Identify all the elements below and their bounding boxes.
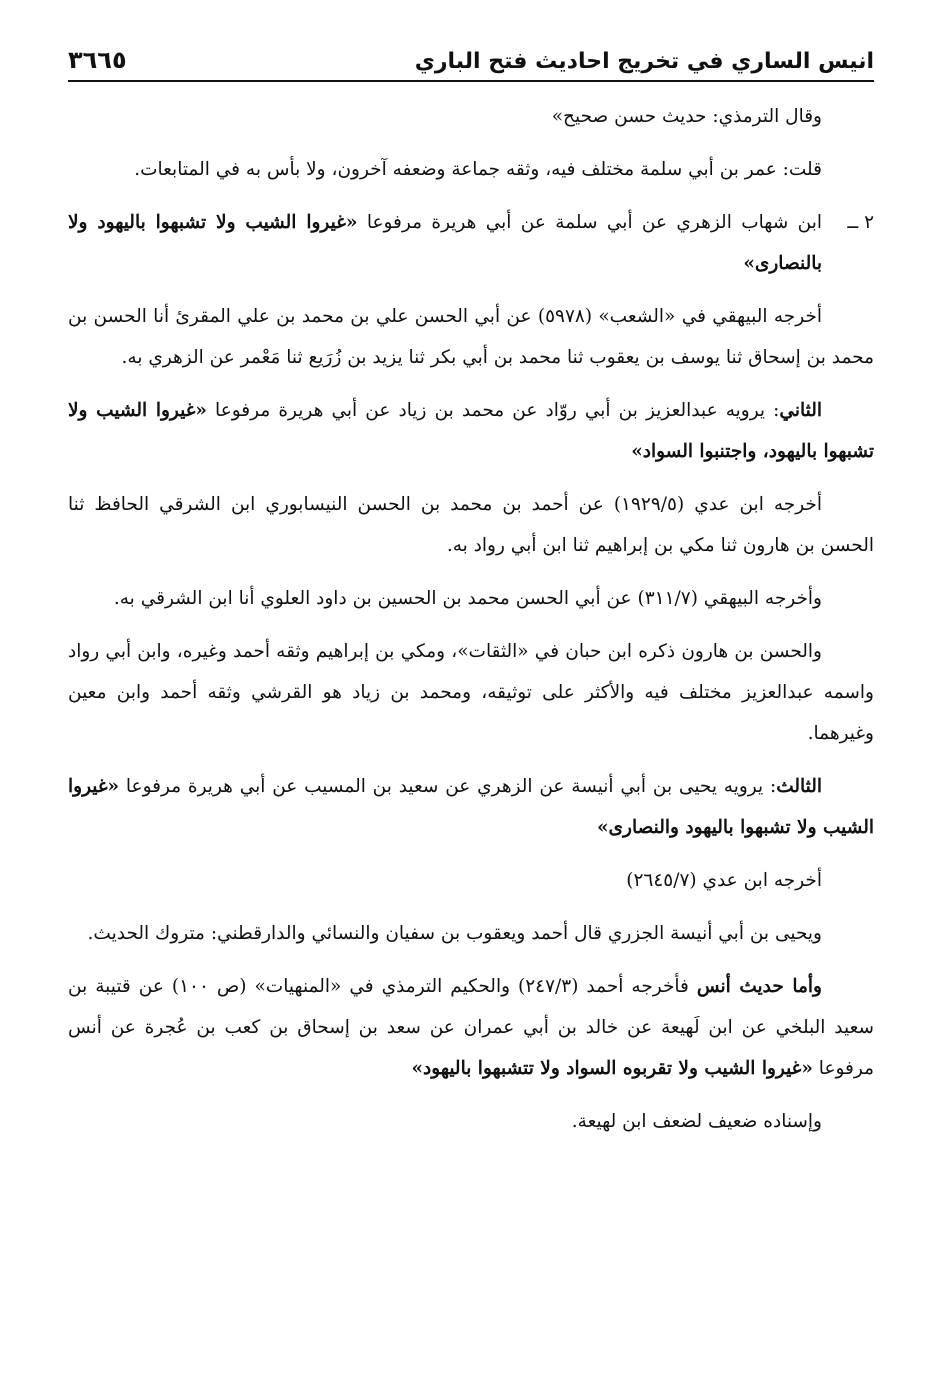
item-number: ٢ ــ: [847, 212, 874, 233]
paragraph-text: ويحيى بن أبي أنيسة الجزري قال أحمد ويعقوب بن سفيان والنسائي والدارقطني: متروك الحديث.: [87, 923, 822, 944]
paragraph-text: فأخرجه أحمد (٢٤٧/٣) والحكيم الترمذي في «المنهيات» (ص ١٠٠) عن قتيبة بن سعيد البلخي عن ابن لَهيعة عن خالد بن أبي عمران عن سعد بن إسحاق بن كعب بن عُجرة عن أنس مرفوعا: [68, 976, 875, 1079]
paragraph-text: وقال الترمذي: حديث حسن صحيح»: [551, 106, 822, 127]
section-label: الثالث: [776, 776, 822, 797]
paragraph-bayhaqi-shuab: [68, 296, 874, 378]
paragraph-text: وأخرجه البيهقي (٣١١/٧) عن أبي الحسن محمد بن الحسين بن داود العلوي أنا ابن الشرقي به.: [113, 588, 822, 609]
paragraph-text: : يرويه يحيى بن أبي أنيسة عن الزهري عن سعيد بن المسيب عن أبي هريرة مرفوعا: [119, 776, 777, 797]
paragraph-text: : يرويه عبدالعزيز بن أبي روّاد عن محمد بن زياد عن أبي هريرة مرفوعا: [206, 400, 780, 421]
hadith-text: «غيروا الشيب ولا تقربوه السواد ولا تتشبهوا باليهود»: [411, 1058, 813, 1079]
paragraph-second-chain: [68, 390, 874, 472]
paragraph-ibn-adi-2: [68, 860, 874, 901]
paragraph-text: أخرجه ابن عدي (١٩٢٩/٥) عن أحمد بن محمد بن الحسن النيسابوري ابن الشرقي الحافظ ثنا الحسن بن هارون ثنا مكي بن إبراهيم ثنا ابن أبي رواد به.: [68, 494, 874, 556]
paragraph-numbered-chain: [68, 202, 874, 284]
paragraph-yahya-assessment: [68, 913, 874, 954]
paragraph-text: وإسناده ضعيف لضعف ابن لهيعة.: [571, 1111, 822, 1132]
paragraph-text: والحسن بن هارون ذكره ابن حبان في «الثقات»، ومكي بن إبراهيم وثقه أحمد وغيره، وابن أبي رواد واسمه عبدالعزيز مختلف فيه والأكثر على توثيقه، ومحمد بن زياد هو القرشي وثقه أحمد وابن معين وغيرهما.: [68, 641, 874, 744]
paragraph-tirmidhi-grading: [68, 96, 874, 137]
paragraph-narrators-assessment: [68, 631, 874, 754]
paragraph-text: أخرجه البيهقي في «الشعب» (٥٩٧٨) عن أبي الحسن علي بن محمد بن علي المقرئ أنا الحسن بن محمد بن إسحاق ثنا يوسف بن يعقوب ثنا محمد بن أبي بكر ثنا يزيد بن زُرَيع ثنا مَعْمر عن الزهري به.: [68, 306, 874, 368]
running-header: [68, 40, 874, 82]
paragraph-third-chain: [68, 766, 874, 848]
paragraph-ibn-adi-1: [68, 484, 874, 566]
page: [68, 40, 874, 1360]
paragraph-isnad-weak: [68, 1101, 874, 1142]
paragraph-text: قلت: عمر بن أبي سلمة مختلف فيه، وثقه جماعة وضعفه آخرون، ولا بأس به في المتابعات.: [134, 159, 822, 180]
paragraph-text: ابن شهاب الزهري عن أبي سلمة عن أبي هريرة مرفوعا: [357, 212, 822, 233]
page-body: [68, 96, 874, 1142]
paragraph-anas-hadith: [68, 966, 874, 1089]
section-label: وأما حديث أنس: [696, 976, 822, 997]
hadith-text: «غيروا الشيب ولا تشبهوا باليهود والنصارى»: [68, 776, 874, 838]
hadith-text: «غيروا الشيب ولا تشبهوا باليهود ولا بالنصارى»: [68, 212, 822, 274]
book-title: انيس الساري في تخريج احاديث فتح الباري: [414, 49, 874, 74]
hadith-text: «غيروا الشيب ولا تشبهوا باليهود، واجتنبوا السواد»: [68, 400, 874, 462]
paragraph-bayhaqi-2: [68, 578, 874, 619]
paragraph-text: أخرجه ابن عدي (٢٦٤٥/٧): [626, 870, 822, 891]
paragraph-narrator-note: [68, 149, 874, 190]
section-label: الثاني: [779, 400, 822, 421]
page-number: ٣٦٦٥: [68, 46, 127, 74]
